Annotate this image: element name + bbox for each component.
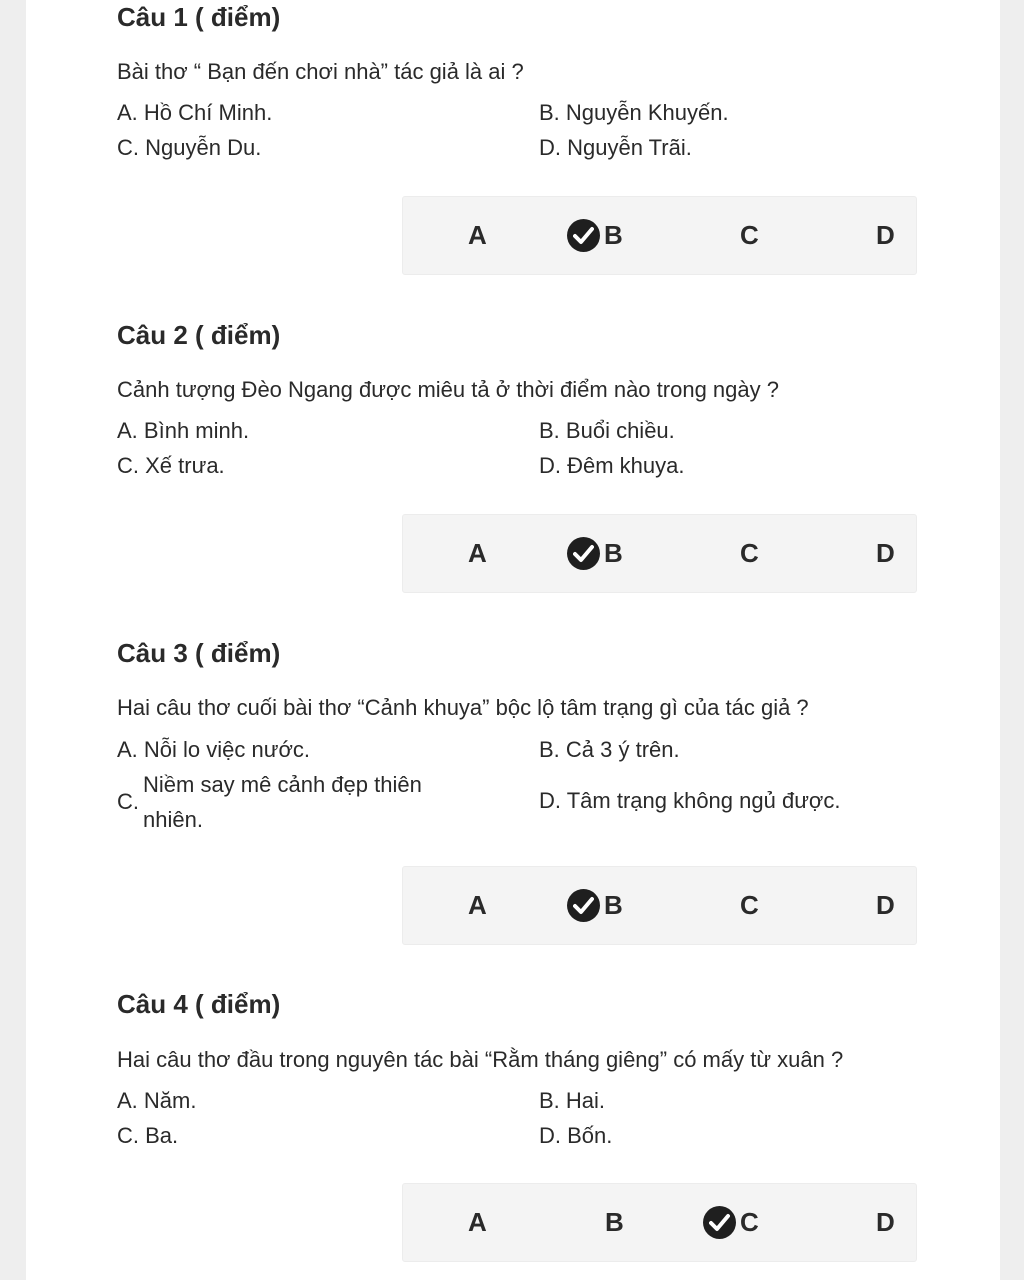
answer-label: B [604,538,623,568]
answer-label: A [468,220,487,250]
check-circle-icon [703,1206,736,1239]
option-text: Buổi chiều. [565,418,675,443]
question-1-text: Bài thơ “ Bạn đến chơi nhà” tác giả là ai ? [117,59,524,84]
option-text: Bình minh. [143,418,250,443]
question-4-option-b [539,1086,605,1116]
answer-label: B [604,220,623,250]
answer-label: A [468,1207,487,1237]
question-2-option-b [539,416,675,446]
question-1-option-c [117,133,261,163]
option-letter: C. [117,789,139,814]
option-text: Hai. [565,1088,606,1113]
question-4-answer-bar [402,1183,917,1262]
option-text: Nguyễn Khuyến. [565,100,729,125]
option-text: Niềm say mê cảnh đẹp thiên nhiên. [143,772,422,832]
answer-label: B [605,1207,624,1237]
option-text: Đêm khuya. [567,453,685,478]
option-letter: B. [539,1088,560,1113]
question-4 [117,987,917,1267]
answer-label: C [740,538,759,568]
question-4-title: Câu 4 ( điểm) [117,989,281,1019]
option-text: Năm. [143,1088,197,1113]
answer-label: C [740,1207,759,1237]
option-letter: D. [539,135,561,160]
question-4-option-a [117,1086,196,1116]
option-letter: D. [539,1123,561,1148]
check-circle-icon [567,537,600,570]
option-letter: A. [117,737,138,762]
question-2-option-a [117,416,249,446]
option-text: Bốn. [567,1123,613,1148]
option-letter: A. [117,1088,138,1113]
option-letter: A. [117,100,138,125]
option-letter: A. [117,418,138,443]
answer-a[interactable] [468,867,487,944]
option-text: Nỗi lo việc nước. [143,737,311,762]
option-text: Cả 3 ý trên. [565,737,680,762]
answer-c[interactable] [740,867,759,944]
answer-c[interactable] [740,197,759,274]
answer-b-selected[interactable] [567,197,623,274]
answer-d[interactable] [876,1184,895,1261]
question-1-option-a [117,98,272,128]
answer-label: A [468,538,487,568]
question-4-option-c [117,1121,178,1151]
answer-label: D [876,538,895,568]
quiz-sheet [26,0,1000,1280]
option-letter: D. [539,788,561,813]
option-text: Ba. [145,1123,179,1148]
option-text: Hồ Chí Minh. [143,100,273,125]
question-3-option-b [539,735,680,765]
check-circle-icon [567,889,600,922]
option-letter: B. [539,737,560,762]
question-3-answer-bar [402,866,917,945]
answer-d[interactable] [876,197,895,274]
answer-b-selected[interactable] [567,515,623,592]
answer-label: C [740,220,759,250]
question-1-option-d [539,133,692,163]
answer-a[interactable] [468,515,487,592]
check-circle-icon [567,219,600,252]
question-1-title: Câu 1 ( điểm) [117,2,281,32]
answer-d[interactable] [876,515,895,592]
answer-label: D [876,220,895,250]
answer-b-selected[interactable] [567,867,623,944]
option-letter: C. [117,135,139,160]
question-3-option-c [117,767,453,837]
question-3-text: Hai câu thơ cuối bài thơ “Cảnh khuya” bộc lộ tâm trạng gì của tác giả ? [117,695,809,720]
answer-b[interactable] [605,1184,624,1261]
question-2 [117,318,917,598]
question-2-title: Câu 2 ( điểm) [117,320,281,350]
answer-d[interactable] [876,867,895,944]
answer-label: D [876,890,895,920]
question-2-answer-bar [402,514,917,593]
question-1 [117,0,917,280]
answer-c-selected[interactable] [703,1184,759,1261]
question-2-text: Cảnh tượng Đèo Ngang được miêu tả ở thời điểm nào trong ngày ? [117,377,779,402]
question-1-answer-bar [402,196,917,275]
answer-c[interactable] [740,515,759,592]
question-1-option-b [539,98,729,128]
option-text: Tâm trạng không ngủ được. [566,788,841,813]
option-letter: B. [539,418,560,443]
option-letter: C. [117,1123,139,1148]
option-letter: C. [117,453,139,478]
question-2-option-c [117,451,225,481]
option-text: Nguyễn Trãi. [567,135,692,160]
answer-label: C [740,890,759,920]
question-2-option-d [539,451,685,481]
answer-label: A [468,890,487,920]
answer-label: B [604,890,623,920]
option-text: Nguyễn Du. [145,135,262,160]
option-letter: B. [539,100,560,125]
question-3 [117,636,917,946]
answer-label: D [876,1207,895,1237]
question-3-option-a [117,735,310,765]
answer-a[interactable] [468,197,487,274]
question-3-title: Câu 3 ( điểm) [117,638,281,668]
answer-a[interactable] [468,1184,487,1261]
question-3-option-d [539,786,840,816]
option-text: Xế trưa. [145,453,225,478]
option-letter: D. [539,453,561,478]
question-4-text: Hai câu thơ đầu trong nguyên tác bài “Rằm tháng giêng” có mấy từ xuân ? [117,1047,844,1072]
question-4-option-d [539,1121,612,1151]
